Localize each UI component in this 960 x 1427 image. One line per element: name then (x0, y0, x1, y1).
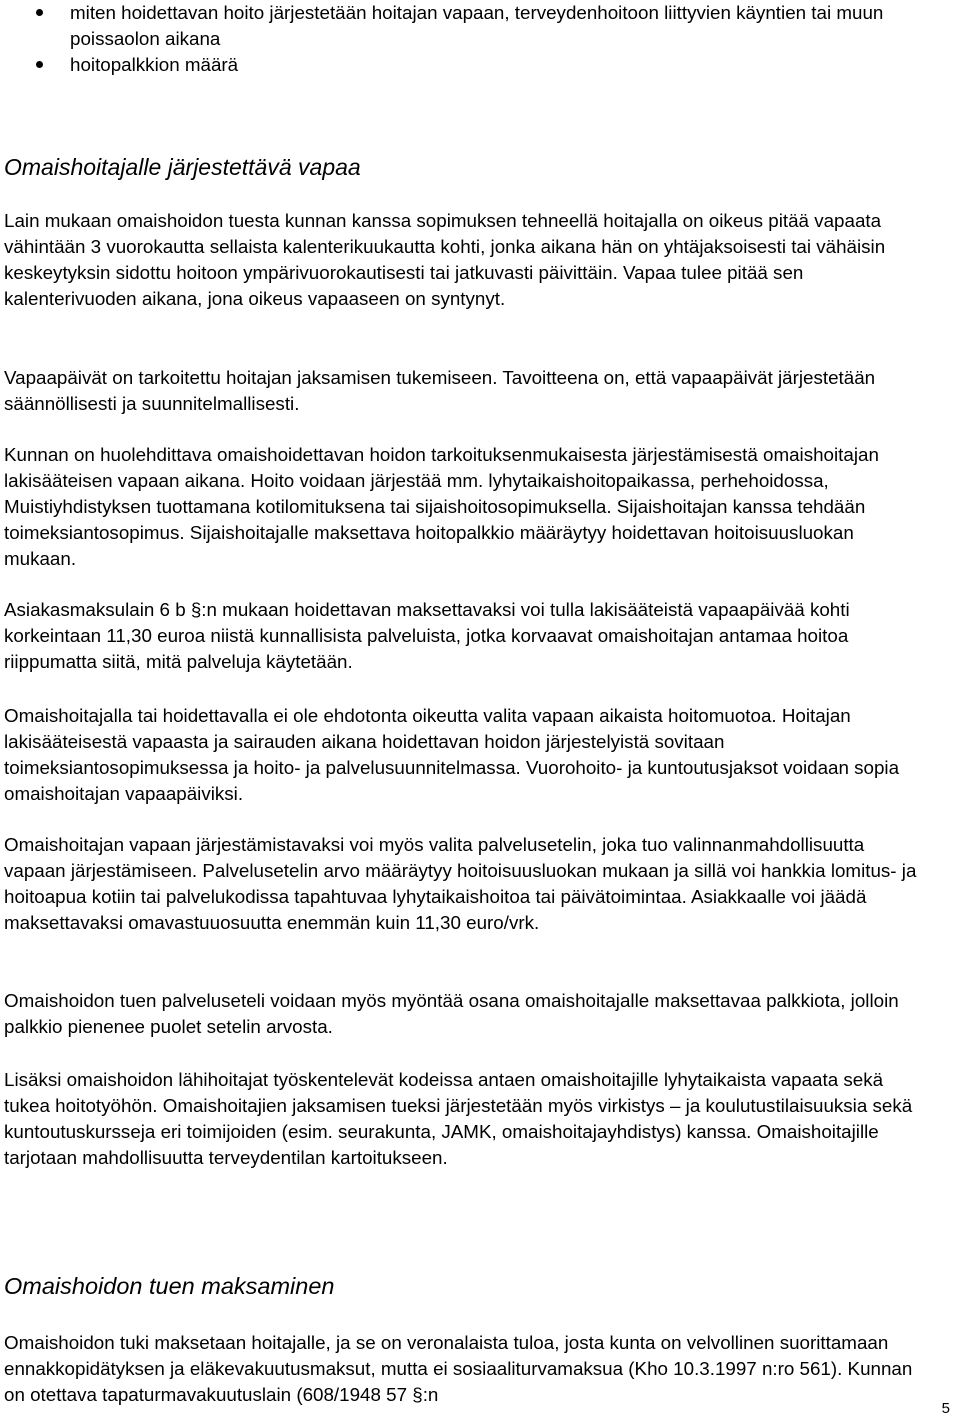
page-number: 5 (941, 1400, 950, 1417)
paragraph: Kunnan on huolehdittava omaishoidettavan hoidon tarkoituksenmukaisesta järjestämisestä omaishoitajan lakisääteisen vapaan aikana. Hoito voidaan järjestää mm. lyhytaikaishoitopaikassa, perhehoidossa, Muistiyhdistyksen tuottamana kotilomituksena tai sijaishoitosopimuksella. Sijaishoitajan kanssa tehdään toimeksiantosopimus. Sijaishoitajalle maksettava hoitopalkkio määräytyy hoidettavan hoitoisuusluokan mukaan. (4, 444, 879, 569)
bullet-dot-icon (36, 9, 43, 16)
paragraph: Lain mukaan omaishoidon tuesta kunnan kanssa sopimuksen tehneellä hoitajalla on oikeus pitää vapaata vähintään 3 vuorokautta sellaista kalenterikuukautta kohti, jonka aikana hän on yhtäjaksoisesti tai vähäisin keskeytyksin sidottu hoitoon ympärivuorokautisesti tai jatkuvasti päivittäin. Vapaa tulee pitää sen kalenterivuoden aikana, jona oikeus vapaaseen on syntynyt. (4, 210, 886, 309)
section-heading: Omaishoitajalle järjestettävä vapaa (4, 154, 361, 180)
paragraph: Asiakasmaksulain 6 b §:n mukaan hoidettavan maksettavaksi voi tulla lakisääteistä vapaapäivää kohti korkeintaan 11,30 euroa niistä kunnallisista palveluista, jotka korvaavat omaishoitajan antamaa hoitoa riippumatta siitä, mitä palveluja käytetään. (4, 599, 850, 672)
paragraph: Omaishoitajalla tai hoidettavalla ei ole ehdotonta oikeutta valita vapaan aikaista hoitomuotoa. Hoitajan lakisääteisestä vapaasta ja sairauden aikana hoidettavan hoidon järjestelyistä sovitaan toimeksiantosopimuksessa ja hoito- ja palvelusuunnitelmassa. Vuorohoito- ja kuntoutusjaksot voidaan sopia omaishoitajan vapaapäiviksi. (4, 705, 900, 804)
bullet-dot-icon (36, 61, 43, 68)
list-item: hoitopalkkion määrä (34, 52, 914, 78)
paragraph: Omaishoidon tuen palveluseteli voidaan myös myöntää osana omaishoitajalle maksettavaa palkkiota, jolloin palkkio pienenee puolet setelin arvosta. (4, 990, 899, 1037)
paragraph: Omaishoitajan vapaan järjestämistavaksi voi myös valita palvelusetelin, joka tuo valinnanmahdollisuutta vapaan järjestämiseen. Palvelusetelin arvo määräytyy hoitoisuusluokan mukaan ja sillä voi hankkia lomitus- ja hoitoapua kotiin tai palvelukodissa tapahtuvaa lyhytaikaishoitoa tai päivätoimintaa. Asiakkaalle voi jäädä maksettavaksi omavastuuosuutta enemmän kuin 11,30 euro/vrk. (4, 834, 917, 933)
section-heading: Omaishoidon tuen maksaminen (4, 1273, 335, 1299)
paragraph: Omaishoidon tuki maksetaan hoitajalle, ja se on veronalaista tuloa, josta kunta on velvollinen suorittamaan ennakkopidätyksen ja eläkevakuutusmaksut, mutta ei sosiaaliturvamaksua (Kho 10.3.1997 n:ro 561). Kunnan on otettava tapaturmavakuutuslain (608/1948 57 §:n (4, 1332, 913, 1405)
paragraph: Vapaapäivät on tarkoitettu hoitajan jaksamisen tukemiseen. Tavoitteena on, että vapaapäivät järjestetään säännöllisesti ja suunnitelmallisesti. (4, 367, 876, 414)
list-item: miten hoidettavan hoito järjestetään hoitajan vapaan, terveydenhoitoon liittyvien käyntien tai muun poissaolon aikana (34, 0, 914, 52)
paragraph: Lisäksi omaishoidon lähihoitajat työskentelevät kodeissa antaen omaishoitajille lyhytaikaista vapaata sekä tukea hoitotyöhön. Omaishoitajien jaksamisen tueksi järjestetään myös virkistys – ja koulutustilaisuuksia sekä kuntoutuskursseja eri toimijoiden (esim. seurakunta, JAMK, omaishoitajayhdistys) kanssa. Omaishoitajille tarjotaan mahdollisuutta terveydentilan kartoitukseen. (4, 1069, 913, 1168)
bullet-list (34, 0, 914, 78)
